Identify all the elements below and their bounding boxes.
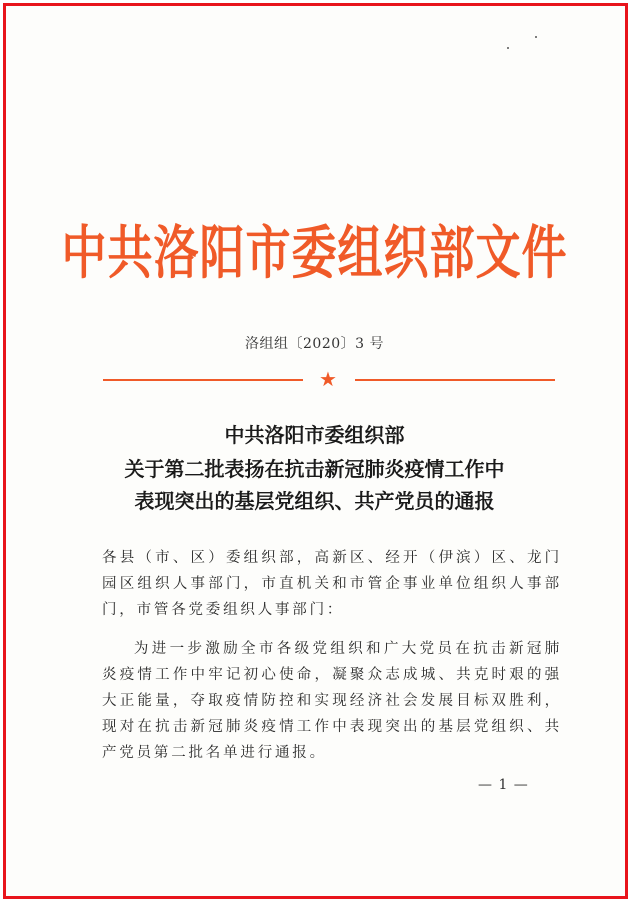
recipients-paragraph: 各县（市、区）委组织部，高新区、经开（伊滨）区、龙门园区组织人事部门，市直机关和市管企事业单位组织人事部门，市管各党委组织人事部门：: [102, 550, 562, 618]
star-icon: ★: [319, 367, 337, 391]
scan-speck: [507, 47, 509, 49]
page-number: — 1 —: [478, 777, 529, 793]
notice-title-line-3: 表现突出的基层党组织、共产党员的通报: [134, 489, 495, 513]
notice-title-line-1: 中共洛阳市委组织部: [224, 423, 405, 447]
document-header-title: 中共洛阳市委组织部文件: [61, 218, 568, 287]
divider-line-left: [103, 379, 303, 381]
scan-speck: [535, 36, 537, 38]
header-divider: [103, 369, 555, 389]
document-number: 洛组组〔2020〕3 号: [245, 336, 384, 352]
divider-line-right: [355, 379, 555, 381]
body-paragraph: 为进一步激励全市各级党组织和广大党员在抗击新冠肺炎疫情工作中牢记初心使命，凝聚众志成城、共克时艰的强大正能量，夺取疫情防控和实现经济社会发展目标双胜利，现对在抗击新冠肺炎疫情工作中表现突出的基层党组织、共产党员第二批名单进行通报。: [102, 641, 562, 761]
notice-title-line-2: 关于第二批表扬在抗击新冠肺炎疫情工作中: [124, 457, 505, 481]
